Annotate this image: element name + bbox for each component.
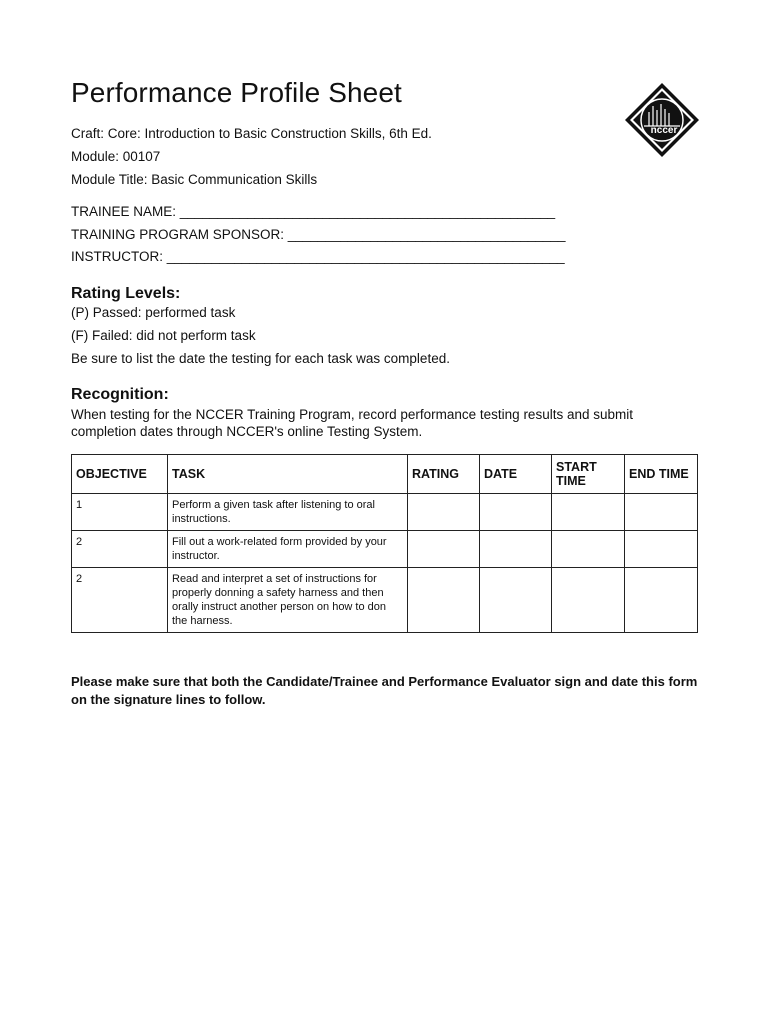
task-cell: Fill out a work-related form provided by your instructor.	[168, 531, 408, 568]
date-cell[interactable]	[480, 568, 552, 633]
module-line: Module: 00107	[71, 149, 161, 164]
task-cell: Read and interpret a set of instructions for properly donning a safety harness and then orally instruct another person on how to don the harness.	[168, 568, 408, 633]
end-time-cell[interactable]	[625, 494, 698, 531]
date-cell[interactable]	[480, 531, 552, 568]
page-title: Performance Profile Sheet	[71, 77, 402, 108]
start-time-cell[interactable]	[552, 531, 625, 568]
objective-cell: 2	[72, 568, 168, 633]
col-header-task: TASK	[168, 455, 408, 494]
rating-cell[interactable]	[408, 494, 480, 531]
end-time-cell[interactable]	[625, 568, 698, 633]
logo-wordmark: nccer	[650, 125, 678, 136]
objective-cell: 1	[72, 494, 168, 531]
task-cell: Perform a given task after listening to oral instructions.	[168, 494, 408, 531]
nccer-logo	[624, 82, 700, 158]
col-header-date: DATE	[480, 455, 552, 494]
rating-cell[interactable]	[408, 531, 480, 568]
rating-failed: (F) Failed: did not perform task	[71, 328, 256, 343]
craft-line: Craft: Core: Introduction to Basic Construction Skills, 6th Ed.	[71, 126, 432, 141]
rating-levels-heading: Rating Levels:	[71, 285, 181, 302]
col-header-end-time: END TIME	[625, 455, 698, 494]
instructor-field[interactable]: INSTRUCTOR: _____________________________________________________	[71, 249, 565, 264]
date-cell[interactable]	[480, 494, 552, 531]
start-time-cell[interactable]	[552, 494, 625, 531]
start-time-cell[interactable]	[552, 568, 625, 633]
col-header-start-time: START TIME	[552, 455, 625, 494]
signature-instructions: Please make sure that both the Candidate/Trainee and Performance Evaluator sign and date this form on the signature lines to follow.	[71, 674, 698, 707]
table-header-row	[72, 455, 698, 494]
end-time-cell[interactable]	[625, 531, 698, 568]
rating-passed: (P) Passed: performed task	[71, 305, 236, 320]
col-header-rating: RATING	[408, 455, 480, 494]
sponsor-field[interactable]: TRAINING PROGRAM SPONSOR: _____________________________________	[71, 227, 566, 242]
recognition-text: When testing for the NCCER Training Program, record performance testing results and submit completion dates through NCCER's online Testing System.	[71, 407, 633, 439]
recognition-heading: Recognition:	[71, 386, 169, 403]
module-title-line: Module Title: Basic Communication Skills	[71, 172, 318, 187]
table-row	[72, 531, 698, 568]
performance-table	[71, 454, 698, 633]
table-row	[72, 494, 698, 531]
objective-cell: 2	[72, 531, 168, 568]
table-row	[72, 568, 698, 633]
rating-cell[interactable]	[408, 568, 480, 633]
col-header-objective: OBJECTIVE	[72, 455, 168, 494]
trainee-name-field[interactable]: TRAINEE NAME: __________________________________________________	[71, 204, 556, 219]
rating-note: Be sure to list the date the testing for each task was completed.	[71, 351, 450, 366]
